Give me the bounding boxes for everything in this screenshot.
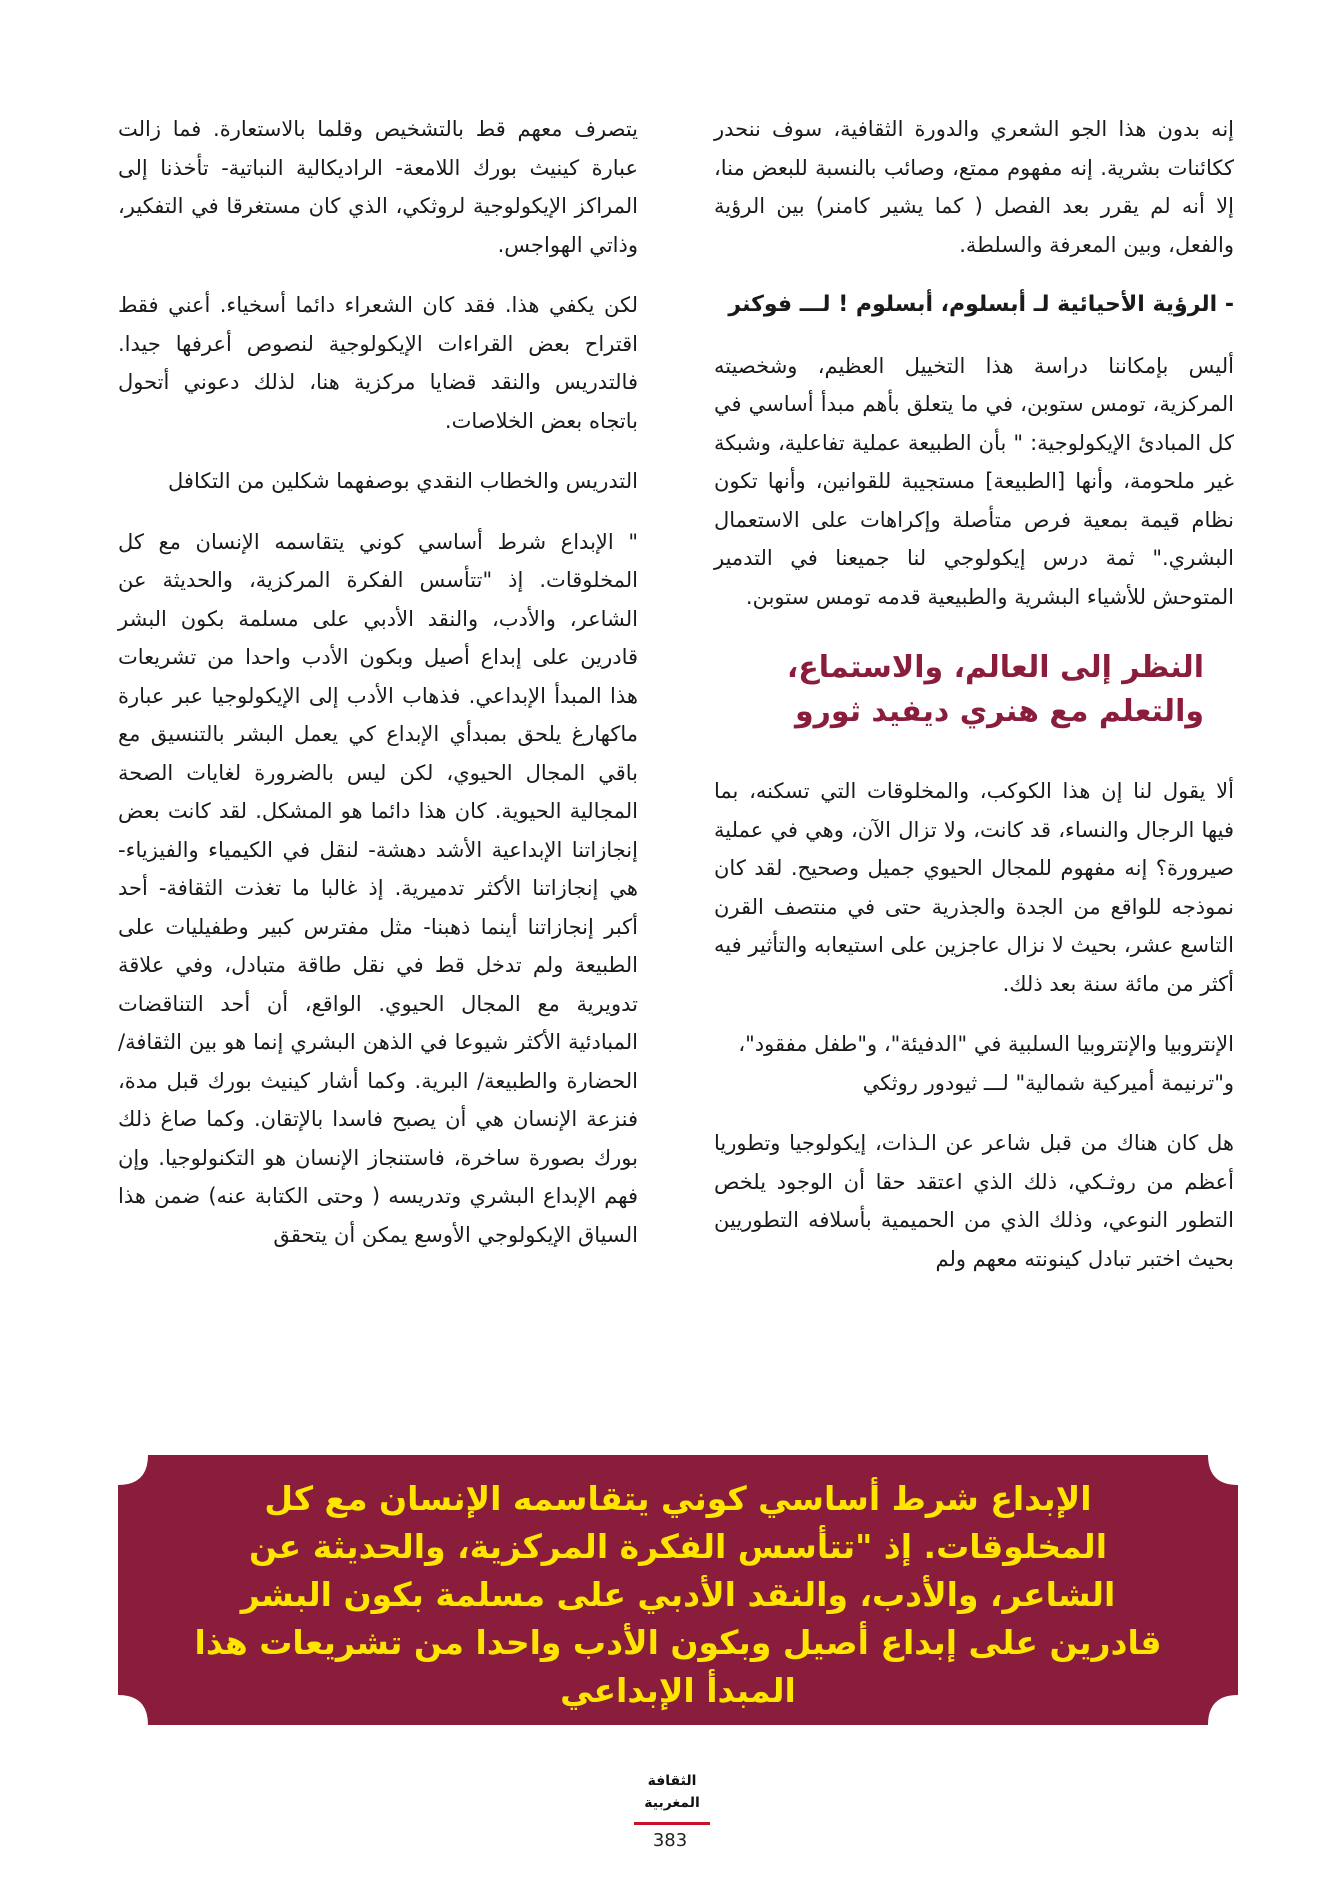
left-column — [118, 110, 638, 1276]
paragraph: أليس بإمكاننا دراسة هذا التخييل العظيم، وشخصيته المركزية، تومس ستوبن، في ما يتعلق بأهم مبدأ أساسي في كل المبادئ الإيكولوجية: " بأن الطبيعة عملية تفاعلية، وشبكة غير ملحومة، وأنها [الطبيعة] مستجيبة للقوانين، وأنها تكون نظام قيمة بمعية فرص متأصلة وإكراهات على الاستعمال البشري." ثمة درس إيكولوجي لنا جميعنا في التدمير المتوحش للأشياء البشرية والطبيعية قدمه تومس ستوبن. — [714, 353, 1234, 609]
paragraph: لكن يكفي هذا. فقد كان الشعراء دائما أسخياء. أعني فقط اقتراح بعض القراءات الإيكولوجية لنصوص أعرفها جيدا. فالتدريس والنقد قضايا مركزية هنا، لذلك دعوني أتحول باتجاه بعض الخلاصات. — [118, 293, 638, 433]
pull-quote — [118, 1455, 1238, 1725]
magazine-logo — [634, 1770, 710, 1825]
subheading: التدريس والخطاب النقدي بوصفهما شكلين من التكافل — [168, 469, 638, 493]
right-column — [714, 110, 1234, 1300]
logo-line: المغربية — [644, 1795, 700, 1811]
paragraph: يتصرف معهم قط بالتشخيص وقلما بالاستعارة. فما زالت عبارة كينيث بورك اللامعة- الراديكالية النباتية- تأخذنا إلى المراكز الإيكولوجية لروثكي، الذي كان مستغرقا في التفكير، وذاتي الهواجس. — [118, 117, 638, 257]
paragraph: الإنتروبيا والإنتروبيا السلبية في "الدفيئة"، و"طفل مفقود"، و"ترنيمة أميركية شمالية" لـــ ثيودور روثكي — [738, 1032, 1234, 1095]
page-number: 383 — [652, 1830, 688, 1851]
pull-quote-text: الإبداع شرط أساسي كوني يتقاسمه الإنسان مع كل المخلوقات. إذ "تتأسس الفكرة المركزية، والحديثة عن الشاعر، والأدب، والنقد الأدبي على مسلمة بكون البشر قادرين على إبداع أصيل وبكون الأدب واحدا من تشريعات هذا المبدأ الإبداعي — [194, 1479, 1162, 1710]
subheading: - الرؤية الأحيائية لـ أبسلوم، أبسلوم ! لـــ فوكنر — [728, 292, 1234, 317]
paragraph: ألا يقول لنا إن هذا الكوكب، والمخلوقات التي تسكنه، بما فيها الرجال والنساء، قد كانت، ولا تزال الآن، وهي في عملية صيرورة؟ إنه مفهوم للمجال الحيوي جميل وصحيح. لقد كان نموذجه للواقع من الجدة والجذرية حتى في منتصف القرن التاسع عشر، بحيث لا نزال عاجزين على استيعابه والتأثير فيه أكثر من مائة سنة بعد ذلك. — [714, 779, 1234, 996]
paragraph: هل كان هناك من قبل شاعر عن الـذات، إيكولوجيا وتطوريا أعظم من روثـكي، ذلك الذي اعتقد حقا أن الوجود يلخص التطور النوعي، وذلك الذي من الحميمية بأسلافه التطوريين بحيث اختبر تبادل كينونته معهم ولم — [714, 1131, 1234, 1271]
paragraph: إنه بدون هذا الجو الشعري والدورة الثقافية، سوف ننحدر ككائنات بشرية. إنه مفهوم ممتع، وصائب بالنسبة للبعض منا، إلا أنه لم يقرر بعد الفصل ( كما يشير كامنر) بين الرؤية والفعل، وبين المعرفة والسلطة. — [714, 117, 1234, 257]
logo-line: الثقافة — [647, 1773, 697, 1789]
section-title: النظر إلى العالم، والاستماع، والتعلم مع هنري ديفيد ثورو — [786, 650, 1204, 729]
paragraph: " الإبداع شرط أساسي كوني يتقاسمه الإنسان مع كل المخلوقات. إذ "تتأسس الفكرة المركزية، والحديثة عن الشاعر، والأدب، والنقد الأدبي على مسلمة بكون البشر قادرين على إبداع أصيل وبكون الأدب واحدا من تشريعات هذا المبدأ الإبداعي. فذهاب الأدب إلى الإيكولوجيا عبر عبارة ماكهارغ يلحق بمبدأي الإبداع كي يعمل البشر بالتنسيق مع باقي المجال الحيوي، لكن ليس بالضرورة لغايات الصحة المجالية الحيوية. كان هذا دائما هو المشكل. لقد كانت بعض إنجازاتنا الإبداعية الأشد دهشة- لنقل في الكيمياء والفيزياء- هي إنجازاتنا الأكثر تدميرية. إذ غالبا ما تغذت الثقافة- أحد أكبر إنجازاتنا أينما ذهبنا- مثل مفترس كبير وطفيليات على الطبيعة ولم تدخل قط في نقل طاقة متبادل، وفي علاقة تدويرية مع المجال الحيوي. الواقع، أن أحد التناقضات المبادئية الأكثر شيوعا في الذهن البشري إنما هو بين الثقافة/الحضارة والطبيعة/ البرية. وكما أشار كينيث بورك قبل مدة، فنزعة الإنسان هي أن يصبح فاسدا بالإتقان. وكما صاغ ذلك بورك بصورة ساخرة، فاستنجاز الإنسان هو التكنولوجيا. وإن فهم الإبداع البشري وتدريسه ( وحتى الكتابة عنه) ضمن هذا السياق الإيكولوجي الأوسع يمكن أن يتحقق — [118, 529, 638, 1247]
